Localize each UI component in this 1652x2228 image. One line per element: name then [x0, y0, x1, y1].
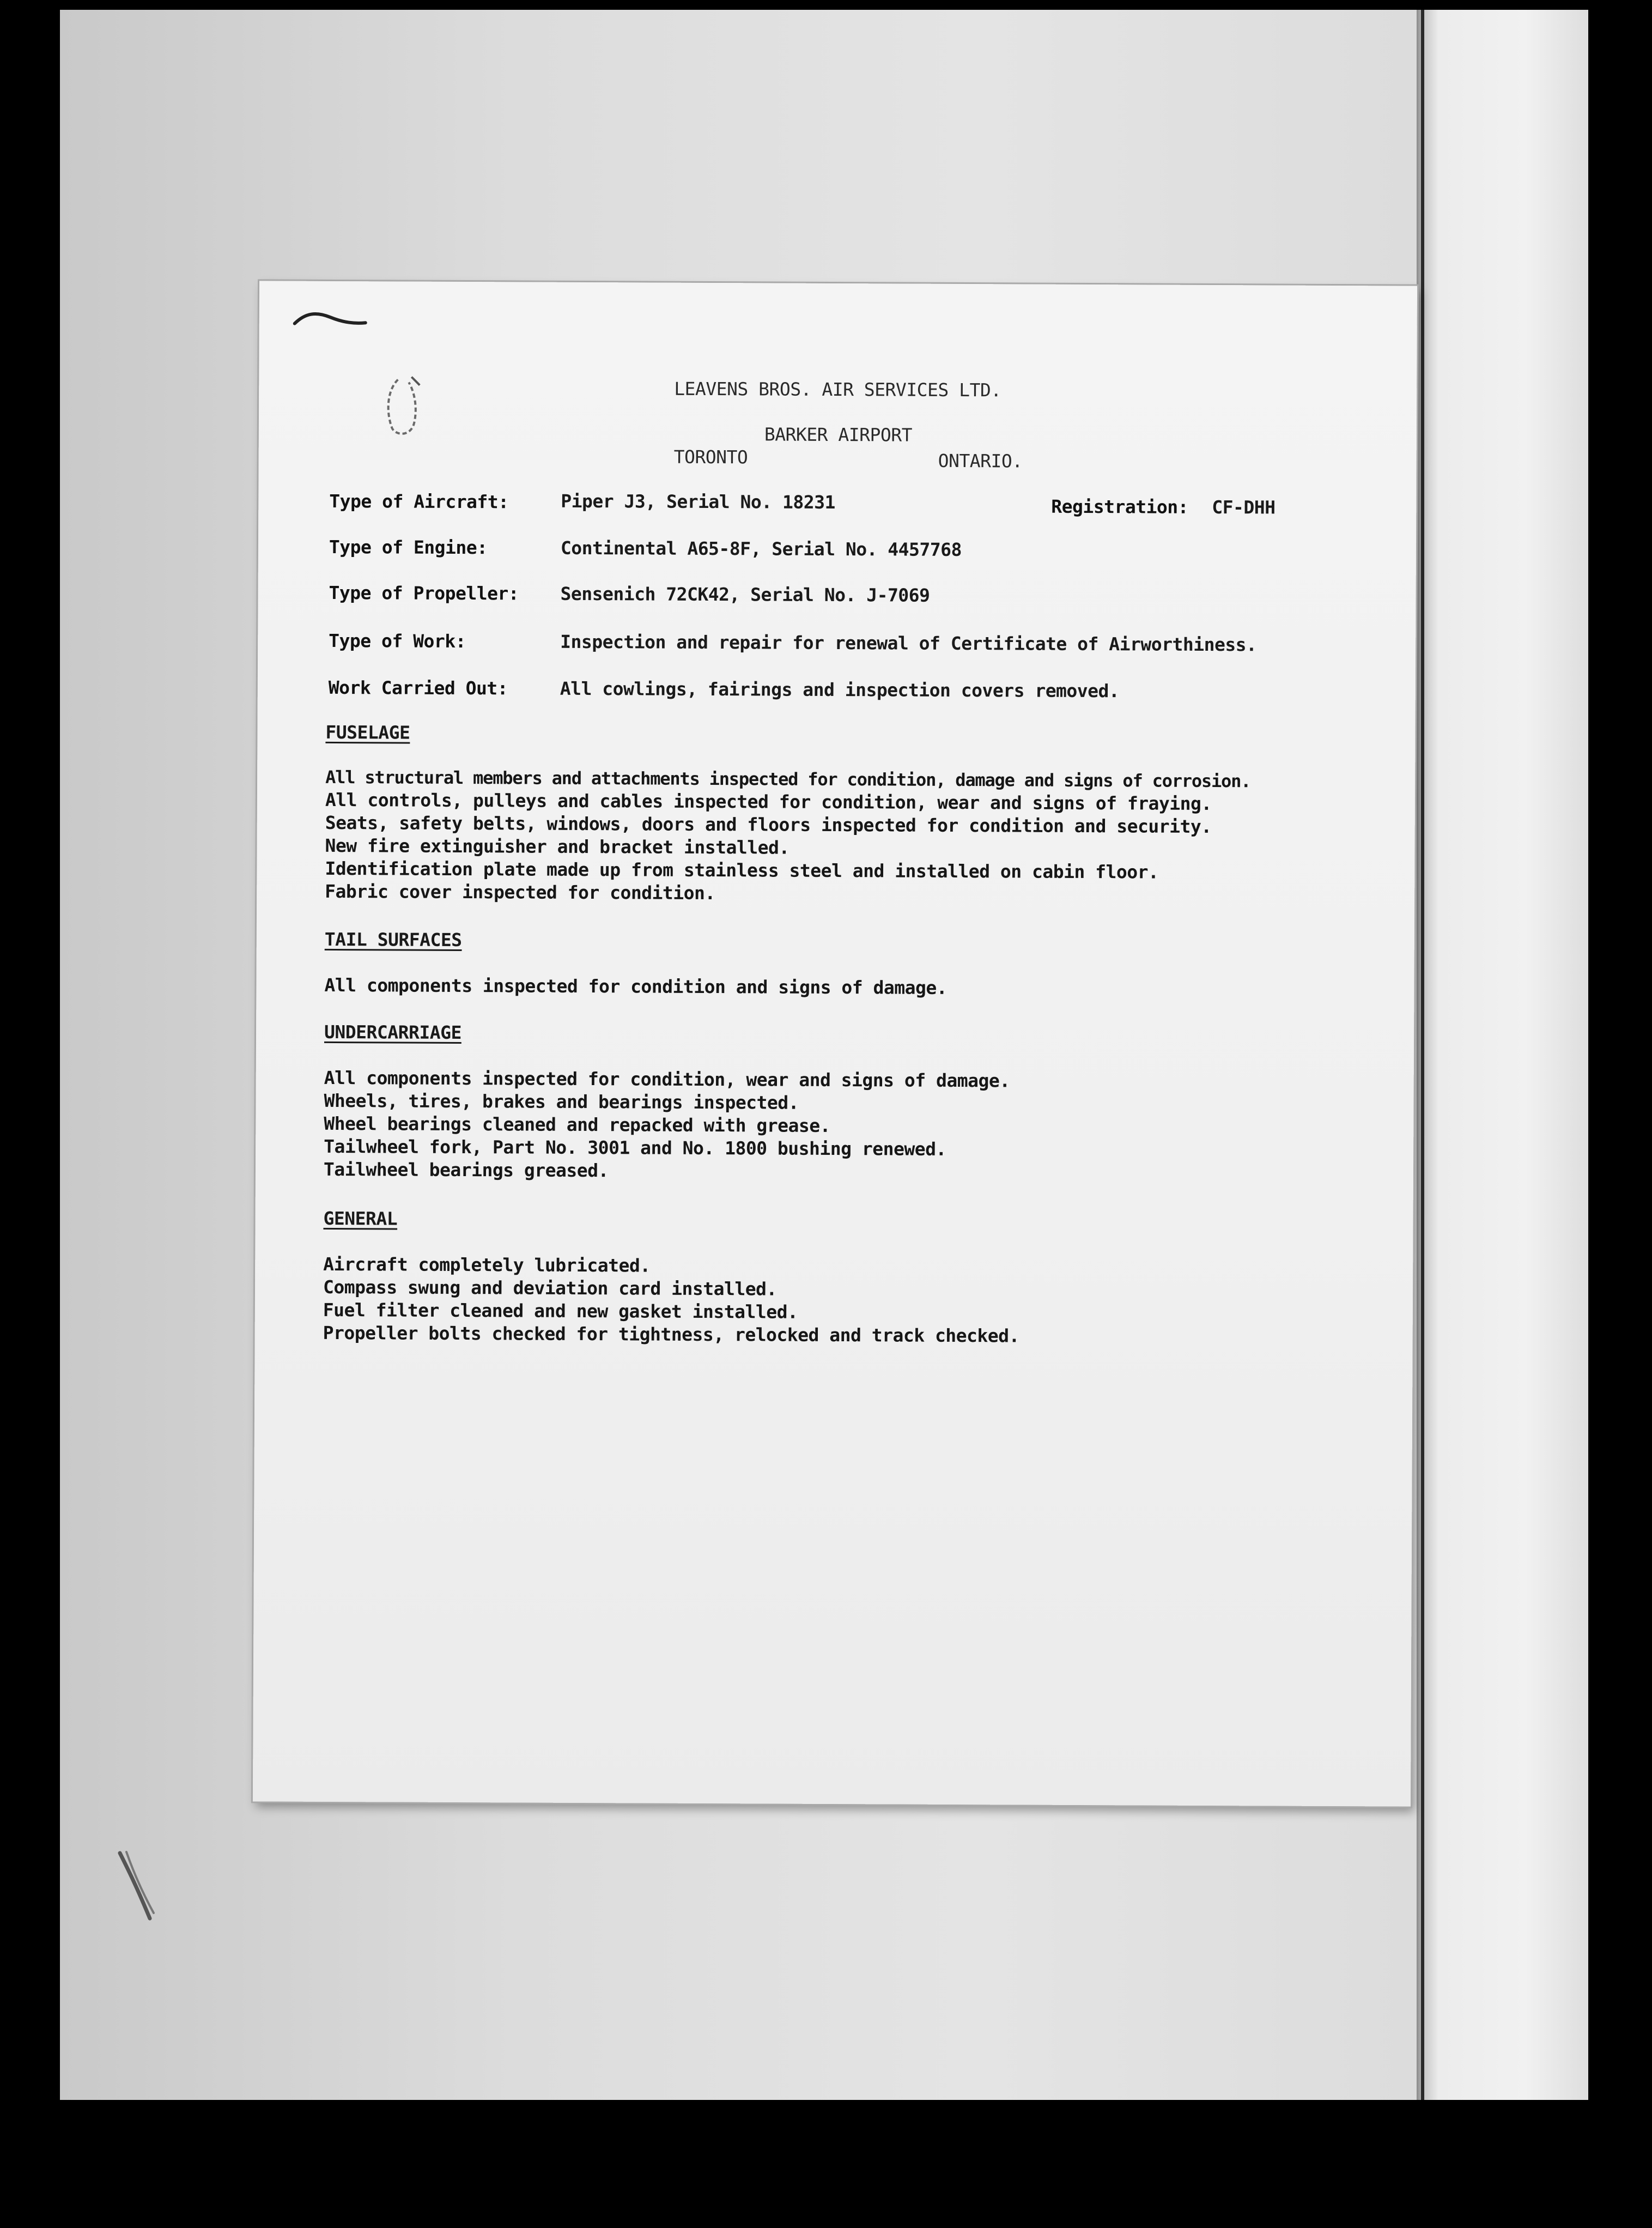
undercarriage-line: Tailwheel fork, Part No. 3001 and No. 1800 bushing renewed. [324, 1135, 946, 1160]
engine-value: Continental A65-8F, Serial No. 4457768 [560, 537, 962, 561]
fuselage-line: Fabric cover inspected for condition. [325, 880, 715, 904]
undercarriage-line: Wheel bearings cleaned and repacked with grease. [324, 1112, 831, 1136]
tail-surfaces-heading: TAIL SURFACES [324, 928, 462, 951]
general-line: Aircraft completely lubricated. [323, 1253, 651, 1276]
fuselage-line: Seats, safety belts, windows, doors and floors inspected for condition and security. [325, 812, 1212, 838]
company-name: LEAVENS BROS. AIR SERVICES LTD. [674, 378, 1001, 401]
pen-mark [292, 307, 368, 330]
airport-name: BARKER AIRPORT [764, 423, 913, 446]
fuselage-heading: FUSELAGE [325, 721, 410, 743]
folder-edge-strip [1417, 10, 1588, 2100]
undercarriage-line: All components inspected for condition, wear and signs of damage. [324, 1067, 1010, 1092]
work-type-value: Inspection and repair for renewal of Certificate of Airworthiness. [560, 631, 1257, 656]
general-line: Propeller bolts checked for tightness, relocked and track checked. [323, 1322, 1020, 1347]
undercarriage-line: Tailwheel bearings greased. [323, 1158, 609, 1182]
paper-clip-mark [381, 374, 428, 439]
registration-value: CF-DHH [1212, 497, 1276, 518]
fuselage-line: Identification plate made up from stainless steel and installed on cabin floor. [325, 857, 1159, 883]
work-type-label: Type of Work: [329, 629, 466, 652]
tail-surfaces-line: All components inspected for condition and signs of damage. [324, 974, 948, 998]
document-sheet [253, 281, 1417, 1806]
registration-label: Registration: [1051, 495, 1189, 518]
general-heading: GENERAL [323, 1207, 398, 1230]
propeller-value: Sensenich 72CK42, Serial No. J-7069 [560, 583, 930, 606]
propeller-label: Type of Propeller: [329, 582, 519, 604]
province-name: ONTARIO. [938, 450, 1023, 472]
general-line: Fuel filter cleaned and new gasket installed. [323, 1299, 798, 1323]
work-carried-value: All cowlings, fairings and inspection covers removed. [560, 677, 1120, 702]
folder-edge-line [1421, 10, 1424, 2100]
aircraft-value: Piper J3, Serial No. 18231 [561, 490, 835, 513]
city-name: TORONTO [673, 446, 748, 468]
margin-scratch-mark [114, 1848, 158, 1924]
engine-label: Type of Engine: [329, 536, 488, 559]
work-carried-label: Work Carried Out: [328, 676, 508, 699]
undercarriage-line: Wheels, tires, brakes and bearings inspected. [324, 1089, 799, 1113]
fuselage-line: New fire extinguisher and bracket installed. [325, 834, 789, 858]
general-line: Compass swung and deviation card installed. [323, 1276, 777, 1300]
fuselage-line: All structural members and attachments inspected for condition, damage and signs of corrosion. [325, 766, 1251, 792]
fuselage-line: All controls, pulleys and cables inspected for condition, wear and signs of fraying. [325, 789, 1212, 815]
aircraft-label: Type of Aircraft: [329, 490, 509, 513]
undercarriage-heading: UNDERCARRIAGE [324, 1021, 461, 1044]
